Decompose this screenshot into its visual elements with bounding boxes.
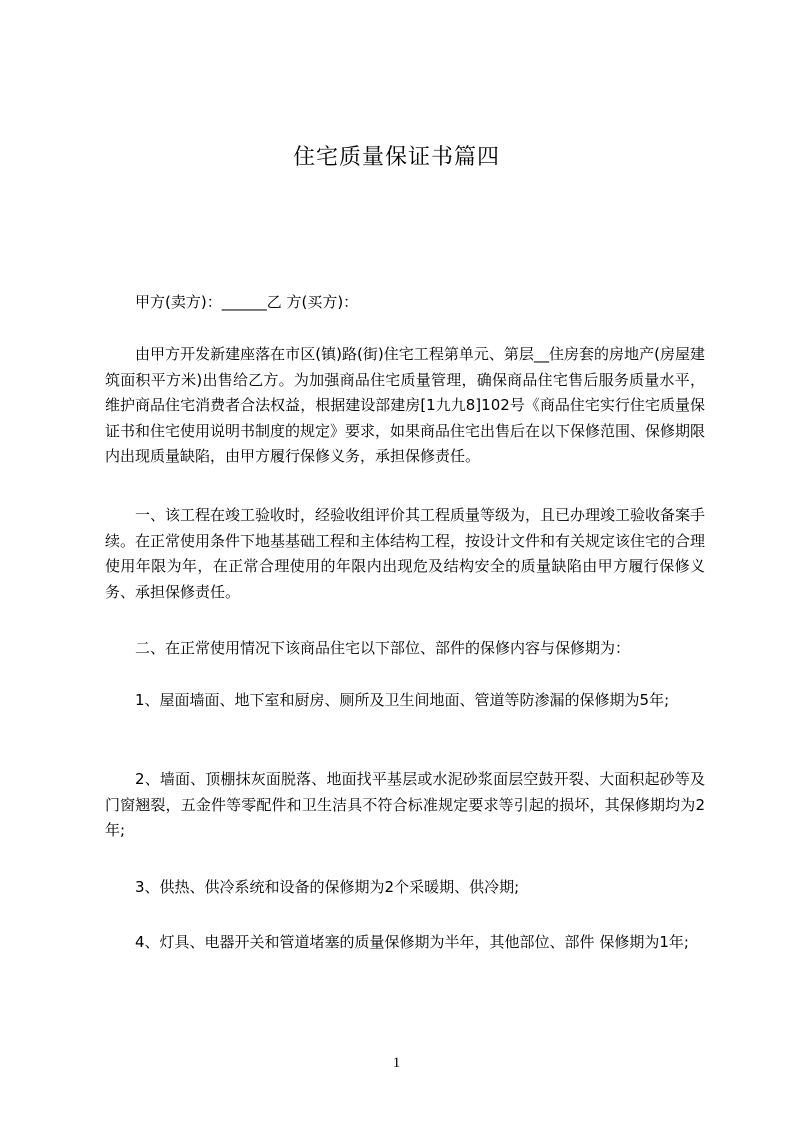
parties-line: 甲方(卖方)：______乙 方(买方)： xyxy=(135,293,359,311)
intro-paragraph: 由甲方开发新建座落在市区(镇)路(街)住宅工程第单元、第层__住房套的房地产(房屋建筑面积平方米)出售给乙方。为加强商品住宅质量管理，确保商品住宅售后服务质量水平，维护商品住宅消费者合法权益，根据建设部建房[1九九8]102号《商品住宅实行住宅质量保证书和住宅使用说明书制度的规定》要求，如果商品住宅出售后在以下保修范围、保修期限内出现质量缺陷，由甲方履行保修义务，承担保修责任。 xyxy=(105,345,706,465)
page-number: 1 xyxy=(392,1055,401,1071)
warranty-item-1: 1、屋面墙面、地下室和厨房、厕所及卫生间地面、管道等防渗漏的保修期为5年; xyxy=(135,691,670,709)
warranty-item-4: 4、灯具、电器开关和管道堵塞的质量保修期为半年，其他部位、部件 保修期为1年; xyxy=(135,933,689,951)
document-title: 住宅质量保证书篇四 xyxy=(292,145,500,170)
section-2-heading: 二、在正常使用情况下该商品住宅以下部位、部件的保修内容与保修期为： xyxy=(135,639,631,657)
warranty-item-3: 3、供热、供冷系统和设备的保修期为2个采暖期、供冷期; xyxy=(135,878,520,896)
section-1-paragraph: 一、该工程在竣工验收时，经验收组评价其工程质量等级为，且已办理竣工验收备案手续。在正常使用条件下地基基础工程和主体结构工程，按设计文件和有关规定该住宅的合理使用年限为年，在正常合理使用的年限内出现危及结构安全的质量缺陷由甲方履行保修义务、承担保修责任。 xyxy=(105,506,706,601)
warranty-item-2: 2、墙面、顶棚抹灰面脱落、地面找平基层或水泥砂浆面层空鼓开裂、大面积起砂等及门窗翘裂，五金件等零配件和卫生洁具不符合标准规定要求等引起的损坏，其保修期均为2年; xyxy=(105,770,705,839)
